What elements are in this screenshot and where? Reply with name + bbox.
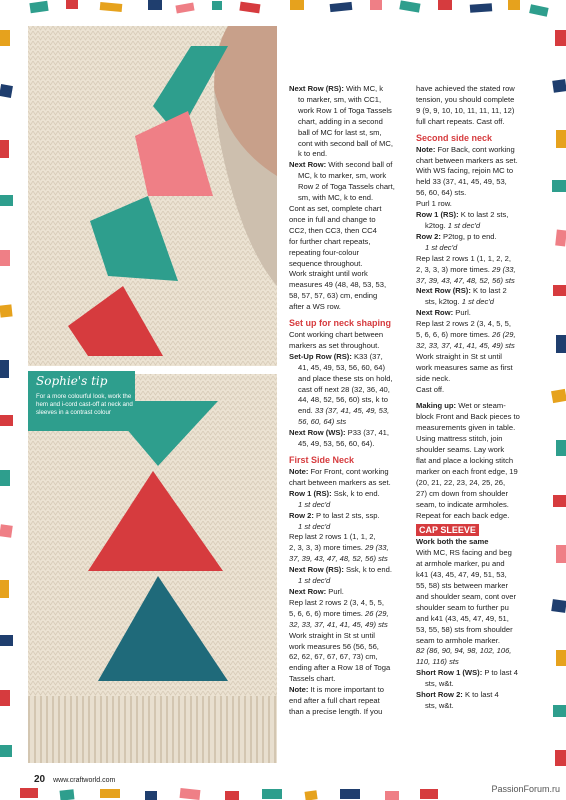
bold-label: Next Row (RS): (416, 286, 471, 296)
line-text: block Front and Back pieces to (416, 412, 520, 422)
italic-count: 1 st dec'd (298, 499, 331, 509)
line-text: shoulder seams. Lay work (416, 445, 505, 455)
text-line (289, 685, 411, 696)
line-text: Ssk, k to end. (343, 565, 392, 575)
line-text: full chart repeats. Cast off. (416, 116, 505, 126)
text-column-1 (289, 84, 411, 718)
text-line (416, 570, 544, 581)
text-line (416, 511, 544, 522)
line-text: and place these sts on hold, (298, 373, 393, 383)
line-text: and shoulder seam, cont over (416, 591, 517, 601)
text-line (416, 548, 544, 559)
text-line (289, 237, 411, 248)
line-text: work measures 56 (56, 56, (289, 641, 379, 651)
line-text: sts, w&t. (425, 700, 454, 710)
line-text: Cast off. (416, 384, 445, 394)
text-line (416, 412, 544, 423)
text-line (416, 401, 544, 412)
tip-title: Sophie's tip (36, 374, 108, 388)
line-text: With second ball of (326, 160, 393, 170)
line-text: 41, 45, 49, 53, 56, 60, 64) (298, 362, 385, 372)
text-line (289, 631, 411, 642)
text-line (289, 467, 411, 478)
line-text: With MC, RS facing and beg (416, 548, 512, 558)
line-text: K to last 4 (462, 690, 499, 700)
text-line (289, 330, 411, 341)
line-text: k to end. (298, 149, 328, 159)
line-text: than a precise length. If you (289, 706, 383, 716)
text-line (289, 363, 411, 374)
text-line (416, 363, 544, 374)
line-text: sts, k2tog. (425, 297, 462, 307)
section-heading: Second side neck (416, 132, 493, 143)
line-text: markers as set throughout. (289, 340, 380, 350)
text-line (289, 259, 411, 270)
text-line (416, 156, 544, 167)
line-text: Cont working chart between (289, 330, 384, 340)
bold-label: Note: (289, 685, 309, 695)
text-line (416, 592, 544, 603)
text-line (416, 221, 544, 232)
text-line (289, 248, 411, 259)
line-text: measures 49 (48, 48, 53, 53, (289, 280, 387, 290)
text-line (416, 456, 544, 467)
italic-count: 29 (33, (491, 264, 516, 274)
bold-label: Short Row 1 (WS): (416, 668, 483, 678)
tip-box (28, 371, 135, 431)
italic-count: 29 (33, (364, 543, 389, 553)
italic-count: 1 st dec'd (298, 576, 331, 586)
footer-site: www.craftworld.com (53, 777, 116, 784)
text-line (289, 226, 411, 237)
line-text: cont with second ball of MC, (298, 138, 393, 148)
text-line (416, 95, 544, 106)
text-line (416, 232, 544, 243)
line-text: k2tog. (425, 220, 448, 230)
line-text: With WS facing, rejoin MC to (416, 166, 514, 176)
line-text: Wet or steam- (456, 401, 506, 411)
text-line (416, 188, 544, 199)
section-heading: First Side Neck (289, 455, 355, 465)
text-line (416, 297, 544, 308)
line-text: Rep last 2 rows 1 (1, 1, 2, (289, 532, 376, 542)
text-line (416, 330, 544, 341)
text-line (416, 701, 544, 712)
line-text: Purl. (326, 586, 344, 596)
text-line (289, 128, 411, 139)
text-line (289, 696, 411, 707)
line-text: 2, 3, 3, 3) more times. (289, 543, 365, 553)
text-line (416, 374, 544, 385)
bold-label: Next Row: (289, 586, 327, 596)
italic-count: 56, 60, 64) sts (298, 417, 347, 427)
text-line (289, 543, 411, 554)
text-line (289, 489, 411, 500)
line-text: side neck. (416, 373, 451, 383)
text-line (416, 646, 544, 657)
line-text: Purl. (453, 308, 471, 318)
line-text: ending after a Row 18 of Toga (289, 663, 391, 673)
line-text: 27) cm down from shoulder (416, 488, 509, 498)
line-text: Tassels chart. (289, 674, 336, 684)
text-line (289, 663, 411, 674)
text-line (289, 642, 411, 653)
text-line (289, 417, 411, 428)
text-line (289, 587, 411, 598)
text-line (289, 428, 411, 439)
line-text: MC, k to marker, sm, work (298, 171, 387, 181)
text-line (416, 434, 544, 445)
text-line (416, 559, 544, 570)
text-line (289, 139, 411, 150)
line-text: Using mattress stitch, join (416, 434, 503, 444)
line-text: 55, 58) sts between marker (416, 580, 509, 590)
line-text: 5, 6, 6, 6) more times. (289, 608, 365, 618)
text-line (416, 657, 544, 668)
text-line (416, 614, 544, 625)
bold-label: Next Row (RS): (289, 84, 344, 93)
line-text: K to last 2 sts, (458, 210, 509, 220)
line-text: Rep last 2 rows 1 (1, 1, 2, 2, (416, 253, 511, 263)
line-text: measurements given in table. (416, 423, 516, 433)
text-line (289, 576, 411, 587)
text-line (416, 625, 544, 636)
text-line (289, 204, 411, 215)
line-text: chart, adding in a second (298, 116, 383, 126)
text-line (289, 215, 411, 226)
text-line (289, 171, 411, 182)
text-line (289, 95, 411, 106)
section-heading: Set up for neck shaping (289, 318, 392, 329)
line-text: Purl 1 row. (416, 199, 452, 209)
text-line (416, 603, 544, 614)
line-text: Rep last 2 rows 2 (3, 4, 5, 5, (416, 319, 511, 329)
text-column-2 (416, 84, 544, 712)
line-text: seam, to indicate armholes. (416, 499, 509, 509)
bold-label: Row 1 (RS): (289, 488, 332, 498)
line-text: 5, 6, 6, 6) more times. (416, 330, 492, 340)
text-line (416, 445, 544, 456)
bold-label: Note: (416, 144, 436, 154)
text-line (289, 84, 411, 95)
text-line (289, 352, 411, 363)
line-text: cast off next 28 (32, 36, 40, (298, 384, 390, 394)
text-line (289, 280, 411, 291)
text-line (416, 265, 544, 276)
text-line (416, 500, 544, 511)
sweater-hem (28, 696, 277, 763)
bold-label: Set-Up Row (RS): (289, 351, 352, 361)
line-text: P to last 4 (482, 668, 518, 678)
line-text: sequence throughout. (289, 258, 363, 268)
italic-count: 32, 33, 37, 41, 41, 45, 49) sts (416, 340, 515, 350)
line-text: 9 (9, 9, 10, 10, 11, 11, 11, 12) (416, 105, 515, 115)
text-line (416, 286, 544, 297)
text-line (416, 106, 544, 117)
text-line (416, 636, 544, 647)
line-text: chart between markers as set. (416, 155, 518, 165)
italic-count: 26 (29, (491, 330, 516, 340)
text-line (416, 199, 544, 210)
bold-label: Short Row 2: (416, 690, 463, 700)
line-text: k41 (43, 45, 47, 49, 51, 53, (416, 570, 507, 580)
text-line (289, 406, 411, 417)
text-line (416, 276, 544, 287)
line-text: Work straight in St st until (416, 351, 502, 361)
italic-count: 26 (29, (364, 608, 389, 618)
text-line (289, 652, 411, 663)
text-line (289, 106, 411, 117)
line-text: 56, 60, 64) sts. (416, 188, 467, 198)
line-text: have achieved the stated row (416, 84, 515, 93)
line-text: It is more important to (308, 685, 384, 695)
line-text: shoulder seam to further pu (416, 602, 509, 612)
line-text: flat and place a locking stitch (416, 456, 514, 465)
text-line (289, 620, 411, 631)
italic-count: 1 st dec'd (461, 297, 495, 307)
text-line (289, 302, 411, 313)
line-text: P to last 2 sts, ssp. (313, 510, 380, 520)
watermark: PassionForum.ru (491, 784, 560, 794)
text-line (416, 679, 544, 690)
text-line (289, 439, 411, 450)
text-line (289, 149, 411, 160)
text-line (289, 511, 411, 522)
line-text: end. (298, 406, 315, 416)
line-text: For Back, cont working (435, 144, 515, 154)
tip-text: For a more colourful look, work the hem and i-cord cast-off at neck and sleeves in a contrast colour (36, 393, 133, 416)
line-text: tension, you should complete (416, 94, 515, 104)
text-line (416, 385, 544, 396)
line-text: seam to armhole marker. (416, 635, 500, 645)
line-text: repeating four-colour (289, 247, 360, 257)
text-line (289, 565, 411, 576)
line-text: held 33 (37, 41, 45, 49, 53, (416, 177, 507, 187)
text-line (416, 489, 544, 500)
text-line (416, 210, 544, 221)
line-text: to marker, sm, with CC1, (298, 94, 382, 104)
line-text: Repeat for each back edge. (416, 510, 510, 520)
text-line (289, 385, 411, 396)
line-text: 2, 3, 3, 3) more times. (416, 264, 492, 274)
bold-label: Next Row: (289, 160, 327, 170)
text-line (416, 145, 544, 156)
line-text: K33 (37, (351, 351, 383, 361)
italic-count: 1 st dec'd (425, 242, 458, 252)
italic-count: 1 st dec'd (447, 220, 481, 230)
italic-count: 37, 39, 43, 47, 48, 52, 56) sts (416, 275, 515, 285)
text-line (289, 478, 411, 489)
line-text: (20, 21, 22, 23, 24, 25, 26, (416, 477, 506, 487)
line-text: K to last 2 (470, 286, 507, 296)
text-line (289, 522, 411, 533)
text-line (416, 308, 544, 319)
line-text: 44, 48, 52, 56, 60) sts, k to (298, 395, 388, 405)
line-text: Row 2 of Toga Tassels chart, (298, 182, 395, 192)
bold-label: Row 1 (RS): (416, 210, 459, 220)
text-line (416, 581, 544, 592)
line-text: 62, 62, 67, 67, 67, 73) cm, (289, 652, 378, 662)
bold-label: Work both the same (416, 537, 489, 547)
line-text: for further chart repeats, (289, 236, 371, 246)
text-line (416, 690, 544, 701)
bold-label: Row 2: (416, 231, 441, 241)
text-line (416, 668, 544, 679)
line-text: ball of MC for last st, sm, (298, 127, 382, 137)
line-text: and k41 (43, 45, 47, 49, 51, (416, 613, 509, 623)
bold-label: Next Row (RS): (289, 565, 344, 575)
italic-count: 32, 33, 37, 41, 41, 45, 49) sts (289, 619, 388, 629)
text-line (416, 341, 544, 352)
line-text: 53, 55, 58) sts from shoulder (416, 624, 513, 634)
text-line (289, 598, 411, 609)
line-text: once in full and change to (289, 214, 376, 224)
bold-label: Next Row: (416, 308, 454, 318)
text-line (289, 193, 411, 204)
italic-count: 82 (86, 90, 94, 98, 102, 106, (416, 646, 512, 656)
bold-label: Row 2: (289, 510, 314, 520)
text-line (416, 478, 544, 489)
line-text: Cont as set, complete chart (289, 203, 382, 213)
text-line (289, 291, 411, 302)
line-text: With MC, k (343, 84, 384, 93)
text-line (416, 117, 544, 128)
text-line (416, 467, 544, 478)
line-text: sm, with MC, k to end. (298, 193, 374, 203)
line-text: marker on each front edge, 19 (416, 466, 518, 476)
line-text: work Row 1 of Toga Tassels (298, 105, 392, 115)
text-line (416, 319, 544, 330)
text-line (289, 269, 411, 280)
line-text: work measures same as first (416, 362, 513, 372)
line-text: P33 (37, 41, (345, 428, 390, 438)
bold-label: Note: (289, 467, 309, 476)
text-line (289, 554, 411, 565)
line-text: after a WS row. (289, 302, 341, 312)
page-number: 20 (34, 774, 46, 785)
italic-count: 33 (37, 41, 45, 49, 53, (314, 406, 390, 416)
text-line (416, 243, 544, 254)
text-line (289, 374, 411, 385)
line-text: 58, 57, 57, 63) cm, ending (289, 291, 378, 301)
text-line (289, 182, 411, 193)
line-text: Work straight until work (289, 269, 368, 279)
text-line (416, 84, 544, 95)
line-text: Rep last 2 rows 2 (3, 4, 5, 5, (289, 597, 384, 607)
line-text: Ssk, k to end. (331, 488, 380, 498)
text-line (289, 707, 411, 718)
text-line (416, 423, 544, 434)
text-line (289, 117, 411, 128)
italic-count: 110, 116) sts (416, 657, 459, 667)
section-heading-banner: CAP SLEEVE (416, 524, 479, 536)
line-text: Work straight in St st until (289, 630, 375, 640)
bold-label: Making up: (416, 401, 457, 411)
line-text: For Front, cont working (308, 467, 389, 476)
line-text: at armhole marker, pu and (416, 559, 505, 569)
text-line (416, 177, 544, 188)
line-text: sts, w&t. (425, 679, 454, 689)
italic-count: 1 st dec'd (298, 521, 331, 531)
line-text: 45, 49, 53, 56, 60, 64). (298, 439, 375, 449)
line-text: chart between markers as set. (289, 477, 391, 487)
text-line (289, 160, 411, 171)
italic-count: 37, 39, 43, 47, 48, 52, 56) sts (289, 554, 388, 564)
text-line (289, 609, 411, 620)
text-line (289, 532, 411, 543)
line-text: end after a full chart repeat (289, 696, 380, 706)
text-line (289, 341, 411, 352)
line-text: CC2, then CC3, then CC4 (289, 225, 377, 235)
text-line (289, 674, 411, 685)
line-text: P2tog, p to end. (440, 231, 497, 241)
text-line (416, 537, 544, 548)
text-line (416, 254, 544, 265)
text-line (289, 500, 411, 511)
text-line (416, 352, 544, 363)
bold-label: Next Row (WS): (289, 428, 346, 438)
text-line (289, 395, 411, 406)
page-footer (34, 774, 115, 785)
text-line (416, 166, 544, 177)
